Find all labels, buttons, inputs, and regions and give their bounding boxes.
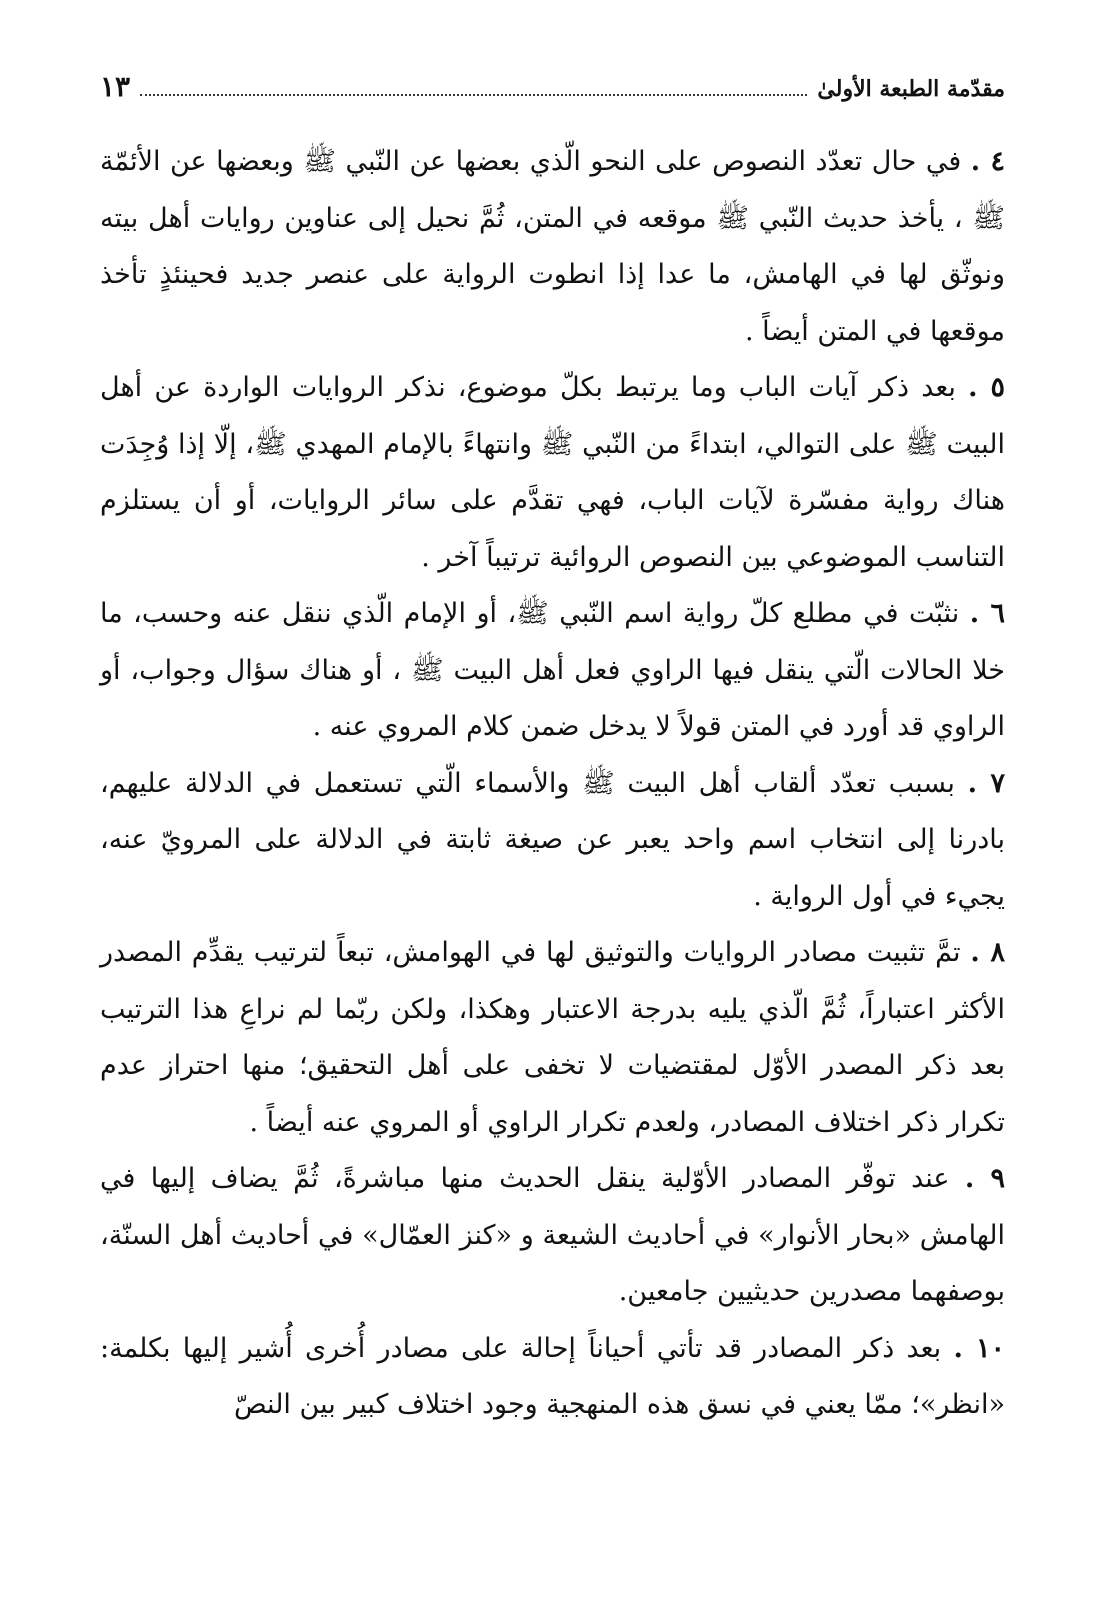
paragraph-4 [100,134,1005,360]
paragraph-number: ٧ . [967,767,1005,799]
header-title: مقدّمة الطبعة الأولىٰ [817,76,1005,102]
paragraph-9 [100,1151,1005,1321]
paragraph-7 [100,756,1005,926]
running-header [100,70,1005,114]
paragraph-8 [100,925,1005,1151]
paragraph-10 [100,1321,1005,1434]
header-dot-leader [140,82,807,96]
paragraph-text: بعد ذكر آيات الباب وما يرتبط بكلّ موضوع، نذكر الروايات الواردة عن أهل البيت ﷺ على التوالي، ابتداءً من النّبي ﷺ وانتهاءً بالإمام المهدي ﷺ، إلّا إذا وُجِدَت هناك رواية مفسّرة لآيات الباب، فهي تقدَّم على سائر الروايات، أو أن يستلزم التناسب الموضوعي بين النصوص الروائية ترتيباً آخر . [100,372,1005,573]
paragraph-number: ٩ . [964,1163,1005,1194]
paragraph-number: ١٠ . [953,1332,1005,1364]
paragraph-text: في حال تعدّد النصوص على النحو الّذي بعضها عن النّبي ﷺ وبعضها عن الأئمّة ﷺ ، يأخذ حديث النّبي ﷺ موقعه في المتن، ثُمَّ نحيل إلى عناوين روايات أهل بيته ونوثّق لها في الهامش، ما عدا إذا انطوت الرواية على عنصر جديد فحينئذٍ تأخذ موقعها في المتن أيضاً . [100,146,1005,347]
paragraph-6 [100,586,1005,756]
page-number: ١٣ [100,70,131,103]
paragraph-text: بسبب تعدّد ألقاب أهل البيت ﷺ والأسماء الّتي تستعمل في الدلالة عليهم، بادرنا إلى انتخاب اسم واحد يعبر عن صيغة ثابتة في الدلالة على المرويّ عنه، يجيء في أول الرواية . [100,767,1005,912]
paragraph-text: بعد ذكر المصادر قد تأتي أحياناً إحالة على مصادر أُخرى أُشير إليها بكلمة: «انظر»؛ ممّا يعني في نسق هذه المنهجية وجود اختلاف كبير بين النصّ [100,1332,1005,1420]
paragraph-number: ٦ . [969,598,1005,629]
paragraph-text: عند توفّر المصادر الأوّلية ينقل الحديث منها مباشرةً، ثُمَّ يضاف إليها في الهامش «بحار الأنوار» في أحاديث الشيعة و «كنز العمّال» في أحاديث أهل السنّة، بوصفهما مصدرين حديثيين جامعين. [100,1163,1005,1307]
paragraph-text: نثبّت في مطلع كلّ رواية اسم النّبي ﷺ، أو الإمام الّذي ننقل عنه وحسب، ما خلا الحالات الّتي ينقل فيها الراوي فعل أهل البيت ﷺ ، أو هناك سؤال وجواب، أو الراوي قد أورد في المتن قولاً لا يدخل ضمن كلام المروي عنه . [100,598,1005,742]
paragraph-number: ٨ . [970,937,1005,968]
body-text [100,134,1005,1434]
paragraph-text: تمَّ تثبيت مصادر الروايات والتوثيق لها في الهوامش، تبعاً لترتيب يقدِّم المصدر الأكثر اعتباراً، ثُمَّ الّذي يليه بدرجة الاعتبار وهكذا، ولكن ربّما لم نراعِ هذا الترتيب بعد ذكر المصدر الأوّل لمقتضيات لا تخفى على أهل التحقيق؛ منها احتراز عدم تكرار ذكر اختلاف المصادر، ولعدم تكرار الراوي أو المروي عنه أيضاً . [100,937,1005,1138]
paragraph-5 [100,360,1005,586]
paragraph-number: ٥ . [968,372,1005,403]
paragraph-number: ٤ . [970,146,1005,177]
